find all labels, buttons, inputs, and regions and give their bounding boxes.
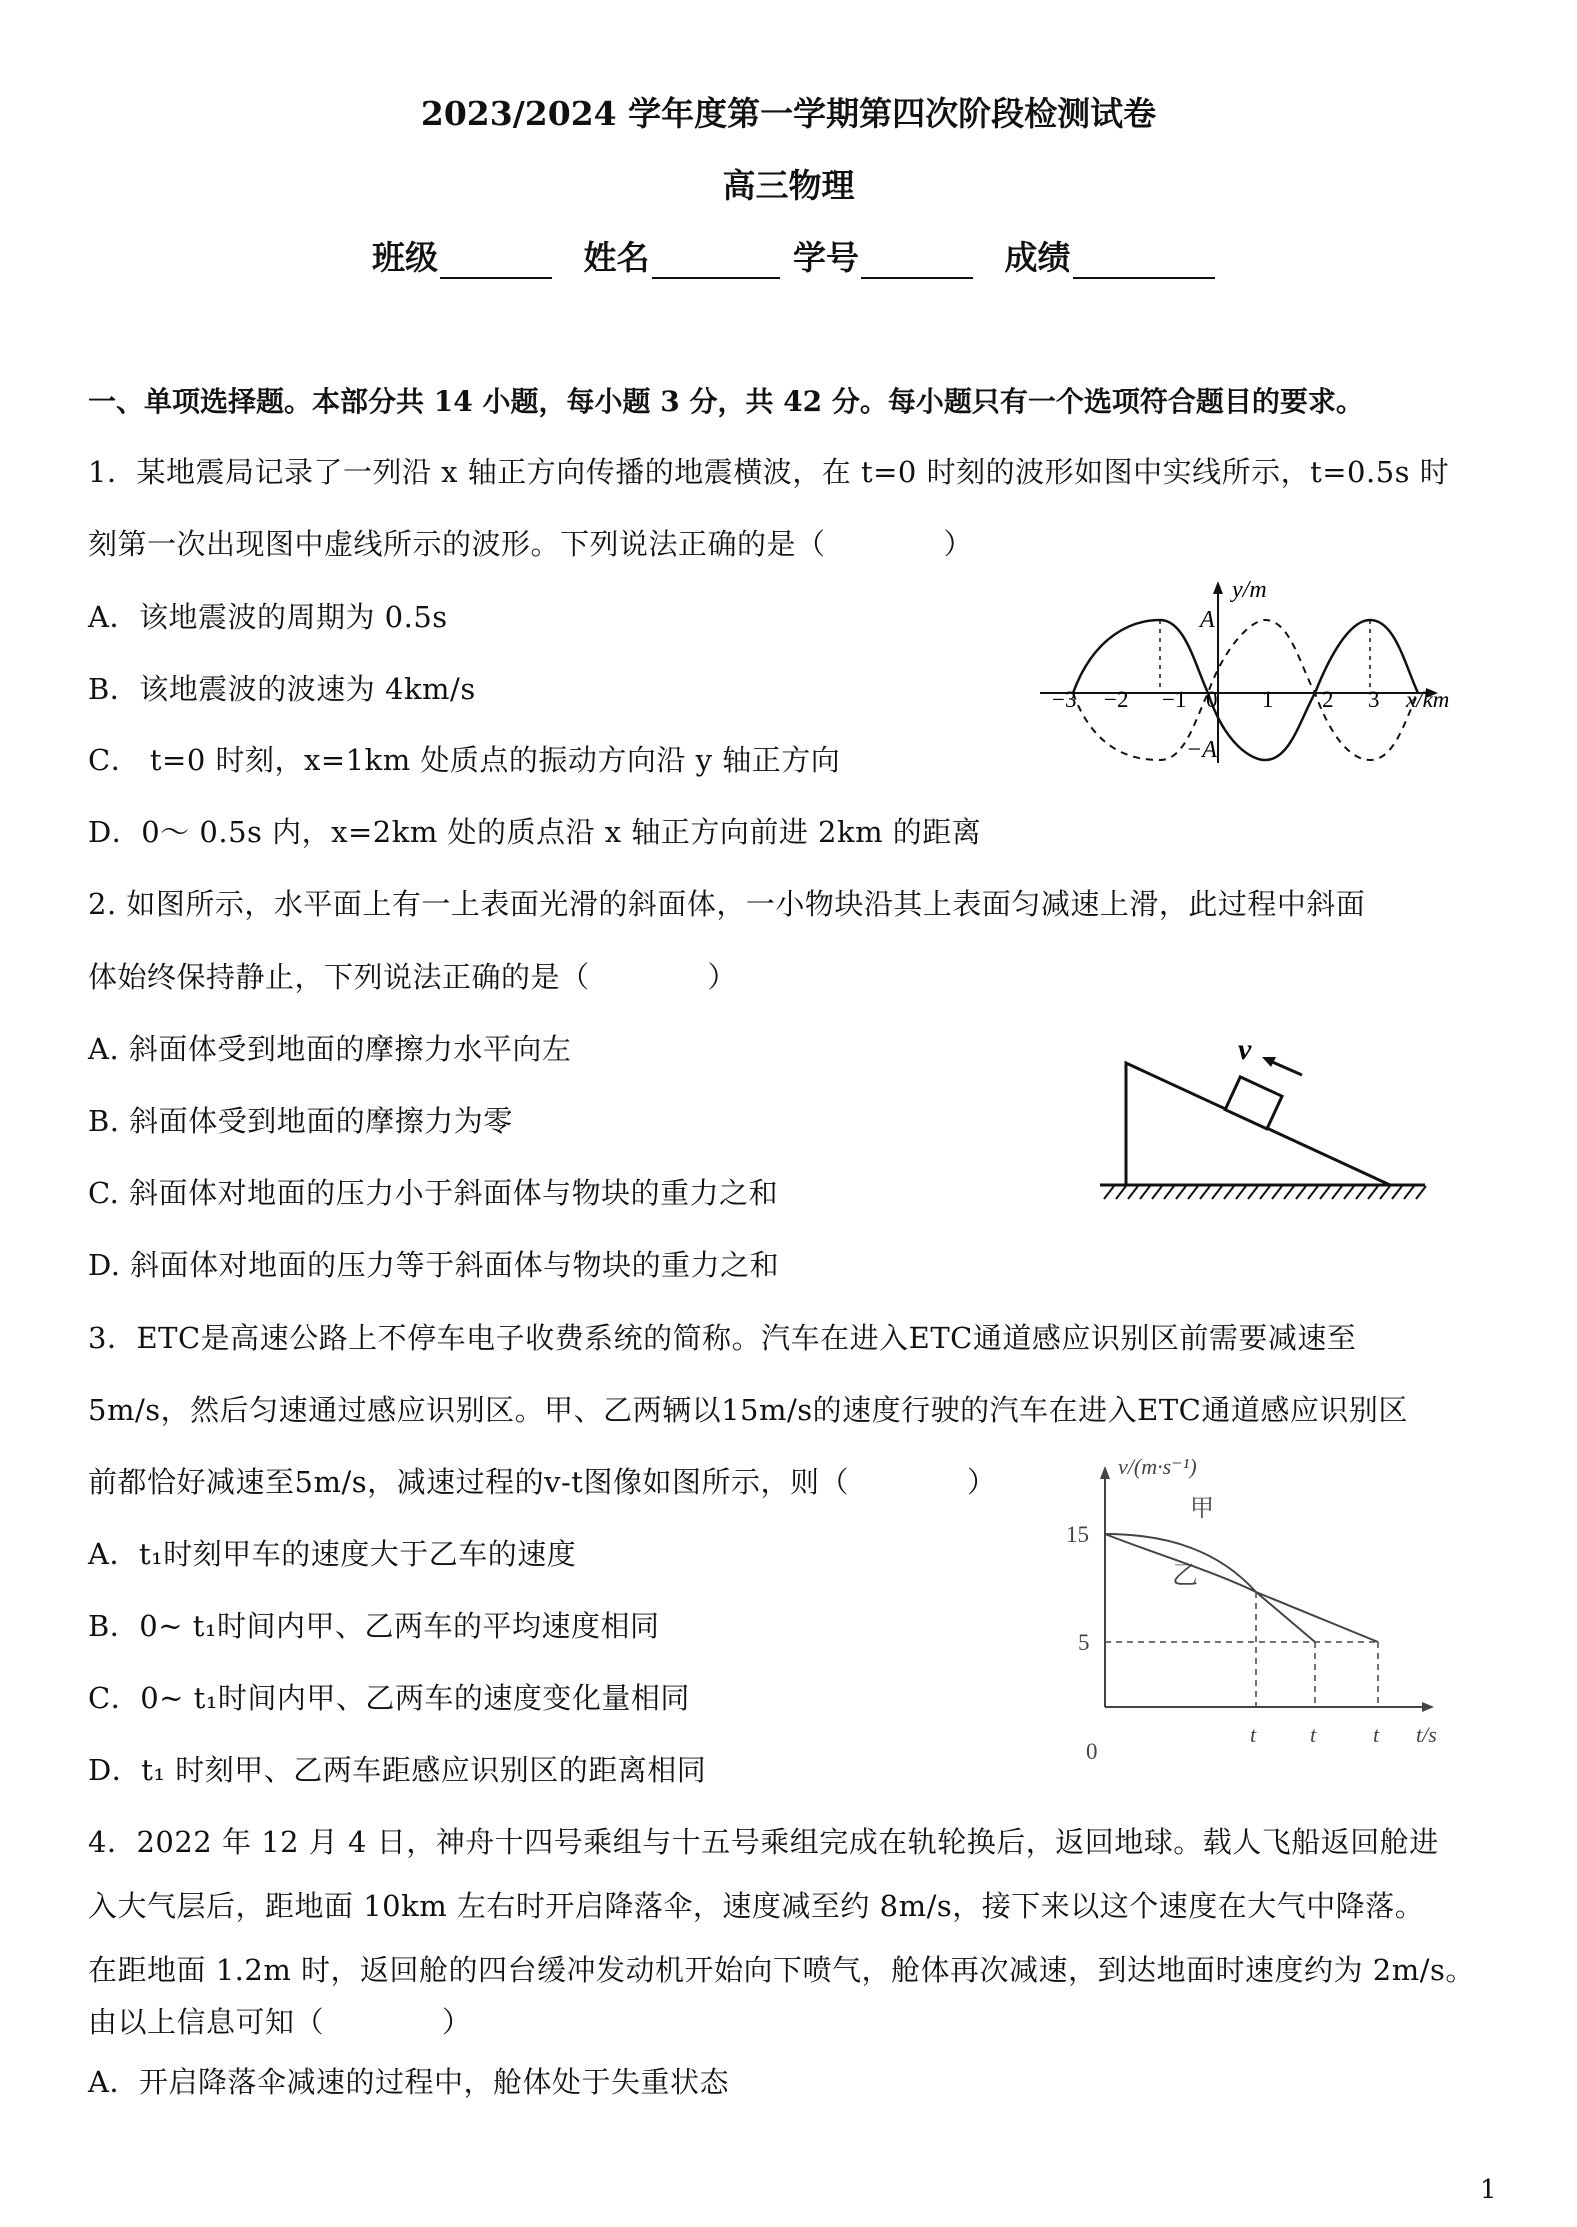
neg-amplitude-label: −A xyxy=(1186,737,1217,763)
section-heading: 一、单项选择题。本部分共 14 小题，每小题 3 分，共 42 分。每小题只有一个选项符合题目的要求。 xyxy=(88,385,1364,418)
curve-yi xyxy=(1105,1534,1315,1642)
t2-label: t xyxy=(1310,1722,1317,1747)
q3-option-a: A．t₁时刻甲车的速度大于乙车的速度 xyxy=(88,1537,577,1571)
x-axis-label: x/km xyxy=(1406,687,1450,712)
q2-stem-line1: 2. 如图所示，水平面上有一上表面光滑的斜面体，一小物块沿其上表面匀减速上滑，此过程中斜面 xyxy=(88,887,1366,921)
q1-option-b: B．该地震波的波速为 4km/s xyxy=(88,672,476,706)
sliding-block xyxy=(1225,1077,1282,1129)
page-number: 1 xyxy=(1480,2175,1497,2205)
subject-title: 高三物理 xyxy=(722,166,855,205)
class-blank[interactable] xyxy=(440,247,552,279)
q2-option-c: C. 斜面体对地面的压力小于斜面体与物块的重力之和 xyxy=(88,1176,779,1210)
score-label: 成绩 xyxy=(1004,238,1071,277)
q3-option-d: D．t₁ 时刻甲、乙两车距感应识别区的距离相同 xyxy=(88,1753,707,1787)
q2-option-d: D. 斜面体对地面的压力等于斜面体与物块的重力之和 xyxy=(88,1248,780,1282)
t3-label: t xyxy=(1373,1722,1380,1747)
tick-label: 0 xyxy=(1206,687,1218,712)
tick-label: 3 xyxy=(1368,687,1380,712)
q3-option-c: C．0~ t₁时间内甲、乙两车的速度变化量相同 xyxy=(88,1681,690,1715)
t-axis-arrow xyxy=(1422,1702,1434,1712)
name-blank[interactable] xyxy=(652,247,780,279)
q4-line4: 由以上信息可知（ ） xyxy=(88,2005,472,2039)
number-blank[interactable] xyxy=(861,247,973,279)
v-axis-arrow xyxy=(1100,1466,1110,1479)
score-blank[interactable] xyxy=(1073,247,1215,279)
q3-stem-line1: 3．ETC是高速公路上不停车电子收费系统的简称。汽车在进入ETC通道感应识别区前需要减速至 xyxy=(88,1321,1357,1355)
v15-label: 15 xyxy=(1066,1522,1089,1547)
q4-line1: 4．2022 年 12 月 4 日，神舟十四号乘组与十五号乘组完成在轨轮换后，返回地球。载人飞船返回舱进 xyxy=(88,1825,1439,1859)
v-axis-label: v/(m·s⁻¹) xyxy=(1118,1454,1197,1479)
q2-stem-line2: 体始终保持静止，下列说法正确的是（ ） xyxy=(88,960,738,994)
q3-stem-line3: 前都恰好减速至5m/s，减速过程的v-t图像如图所示，则（ ） xyxy=(88,1465,997,1499)
exam-title: 2023/2024 学年度第一学期第四次阶段检测试卷 xyxy=(420,94,1157,133)
q2-option-a: A. 斜面体受到地面的摩擦力水平向左 xyxy=(88,1032,572,1066)
q2-option-b: B. 斜面体受到地面的摩擦力为零 xyxy=(88,1104,513,1138)
q1-stem-line1: 1．某地震局记录了一列沿 x 轴正方向传播的地震横波，在 t=0 时刻的波形如图中实线所示，t=0.5s 时 xyxy=(88,455,1450,489)
q1-stem-line2: 刻第一次出现图中虚线所示的波形。下列说法正确的是（ ） xyxy=(88,527,974,561)
q3-stem-line2: 5m/s，然后匀速通过感应识别区。甲、乙两辆以15m/s的速度行驶的汽车在进入ETC通道感应识别区 xyxy=(88,1393,1408,1427)
class-label: 班级 xyxy=(372,238,438,277)
ground-hatch xyxy=(1104,1186,1426,1199)
y-axis-arrow xyxy=(1213,581,1223,594)
amplitude-label: A xyxy=(1200,607,1215,633)
q1-wave-figure xyxy=(1040,575,1480,775)
student-info-row xyxy=(372,232,1217,279)
tick-label: −2 xyxy=(1104,687,1129,712)
q3-option-b: B．0~ t₁时间内甲、乙两车的平均速度相同 xyxy=(88,1609,660,1643)
q4-line2: 入大气层后，距地面 10km 左右时开启降落伞，速度减至约 8m/s，接下来以这个速度在大气中降落。 xyxy=(88,1889,1425,1923)
q1-option-c: C． t=0 时刻，x=1km 处质点的振动方向沿 y 轴正方向 xyxy=(88,743,841,777)
velocity-arrow xyxy=(1270,1061,1302,1075)
number-label: 学号 xyxy=(793,238,859,277)
q4-line3: 在距地面 1.2m 时，返回舱的四台缓冲发动机开始向下喷气，舱体再次减速，到达地面时速度约为 2m/s。 xyxy=(88,1953,1475,1987)
name-label: 姓名 xyxy=(583,238,650,277)
jia-label: 甲 xyxy=(1190,1496,1214,1522)
tick-label: 2 xyxy=(1322,687,1334,712)
velocity-label: v xyxy=(1238,1033,1252,1066)
q3-vt-graph xyxy=(1060,1452,1480,1772)
q4-option-a: A．开启降落伞减速的过程中，舱体处于失重状态 xyxy=(88,2065,729,2099)
tick-label: −1 xyxy=(1162,687,1187,712)
t-axis-label: t/s xyxy=(1416,1722,1437,1747)
y-axis-label: y/m xyxy=(1232,577,1267,603)
t1-label: t xyxy=(1250,1722,1257,1747)
tick-label: 1 xyxy=(1262,687,1274,712)
v5-label: 5 xyxy=(1078,1630,1090,1655)
tick-label: −3 xyxy=(1052,687,1077,712)
q1-option-a: A．该地震波的周期为 0.5s xyxy=(88,600,448,634)
origin-label: 0 xyxy=(1086,1739,1098,1764)
q2-incline-figure xyxy=(1090,1025,1450,1210)
q1-option-d: D．0～ 0.5s 内，x=2km 处的质点沿 x 轴正方向前进 2km 的距离 xyxy=(88,815,982,849)
yi-label: 乙 xyxy=(1172,1561,1199,1590)
